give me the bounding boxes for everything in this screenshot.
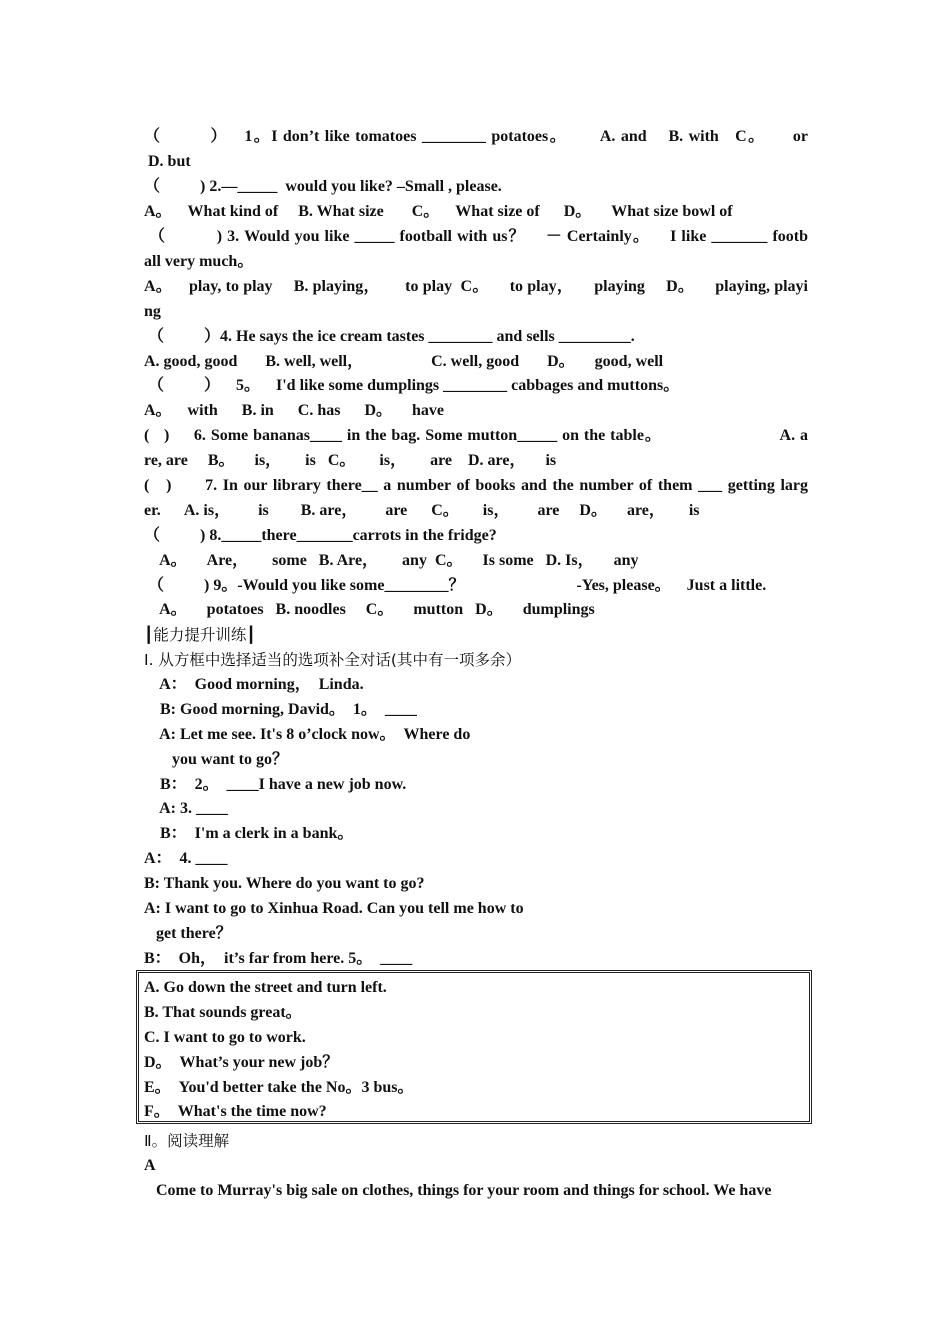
passage-first-line: Come to Murray's big sale on clothes, things for your room and things for school. We have xyxy=(144,1182,772,1199)
dialogue-line: A： Good morning， Linda. xyxy=(144,676,364,693)
dialogue-line: A: I want to go to Xinhua Road. Can you tell me how to xyxy=(144,900,524,917)
dialogue-line: A: Let me see. It's 8 o’clock now。 Where do xyxy=(144,726,471,743)
question-8-options: A。 Are， some B. Are， any C。 Is some D. Is， any xyxy=(144,552,639,569)
question-4-options: A. good, good B. well, well， C. well, good D。 good, well xyxy=(144,353,664,370)
question-3-options-line-1: A。 play, to play B. playing， to play C。 to play， playing D。 playing, playi xyxy=(144,278,808,295)
dialogue-line: you want to go？ xyxy=(144,751,289,768)
option-a: A. Go down the street and turn left. xyxy=(144,979,387,996)
section-2-title: Ⅱ。阅读理解 xyxy=(144,1132,230,1150)
dialogue-line: B: Thank you. Where do you want to go? xyxy=(144,875,425,892)
option-c: C. I want to go to work. xyxy=(144,1029,306,1046)
question-5-line: （ ） 5。 I'd like some dumplings ________ cabbages and muttons。 xyxy=(144,377,680,394)
section-1-title: Ⅰ. 从方框中选择适当的选项补全对话(其中有一项多余） xyxy=(144,651,521,669)
question-4-line: （ ）4. He says the ice cream tastes ________ and sells _________. xyxy=(144,328,635,345)
question-8-line: （ ) 8._____there_______carrots in the fridge? xyxy=(144,527,497,544)
question-7-line-1: ( ) 7. In our library there__ a number of books and the number of them ___ getting larg xyxy=(144,477,808,494)
question-9-line: （ ) 9。-Would you like some________？ -Yes, please。 Just a little. xyxy=(144,577,767,594)
question-1-line-1: （ ） 1。I don’t like tomatoes ________ potatoes。 A. and B. with C。 or xyxy=(144,128,808,145)
dialogue-line: B： 2。 ____I have a new job now. xyxy=(144,776,407,793)
question-1-line-2: D. but xyxy=(144,153,191,170)
question-2-options: A。 What kind of B. What size C。 What size of D。 What size bowl of xyxy=(144,203,733,220)
option-d: D。 What’s your new job？ xyxy=(144,1054,339,1071)
question-2-line: （ ) 2.—_____ would you like? –Small , please. xyxy=(144,178,502,195)
option-e: E。 You'd better take the No。3 bus。 xyxy=(144,1079,414,1096)
question-6-line-2: re, are B。 is， is C。 is， are D. are， is xyxy=(144,452,557,469)
option-b: B. That sounds great。 xyxy=(144,1004,302,1021)
dialogue-line: A: 3. ____ xyxy=(144,800,228,817)
option-f: F。 What's the time now? xyxy=(144,1103,327,1120)
question-7-line-2: er. A. is， is B. are， are C。 is， are D。 are， is xyxy=(144,502,700,519)
dialogue-line: B： I'm a clerk in a bank。 xyxy=(144,825,354,842)
question-6-line-1: ( ) 6. Some bananas____ in the bag. Some mutton_____ on the table。 A. a xyxy=(144,427,808,444)
passage-label: A xyxy=(144,1157,156,1174)
dialogue-line: get there？ xyxy=(144,925,232,942)
dialogue-line: B： Oh， it’s far from here. 5。 ____ xyxy=(144,950,413,967)
dialogue-line: B: Good morning, David。 1。 ____ xyxy=(144,701,417,718)
question-3-line-1: （ ) 3. Would you like _____ football with us？ － Certainly。 I like _______ footb xyxy=(144,228,808,245)
question-5-options: A。 with B. in C. has D。 have xyxy=(144,402,445,419)
question-3-options-line-2: ng xyxy=(144,303,161,320)
dialogue-line: A： 4. ____ xyxy=(144,850,228,867)
section-heading: ┃能力提升训练┃ xyxy=(144,626,256,644)
question-3-line-2: all very much。 xyxy=(144,253,254,270)
question-9-options: A。 potatoes B. noodles C。 mutton D。 dumplings xyxy=(144,601,595,618)
